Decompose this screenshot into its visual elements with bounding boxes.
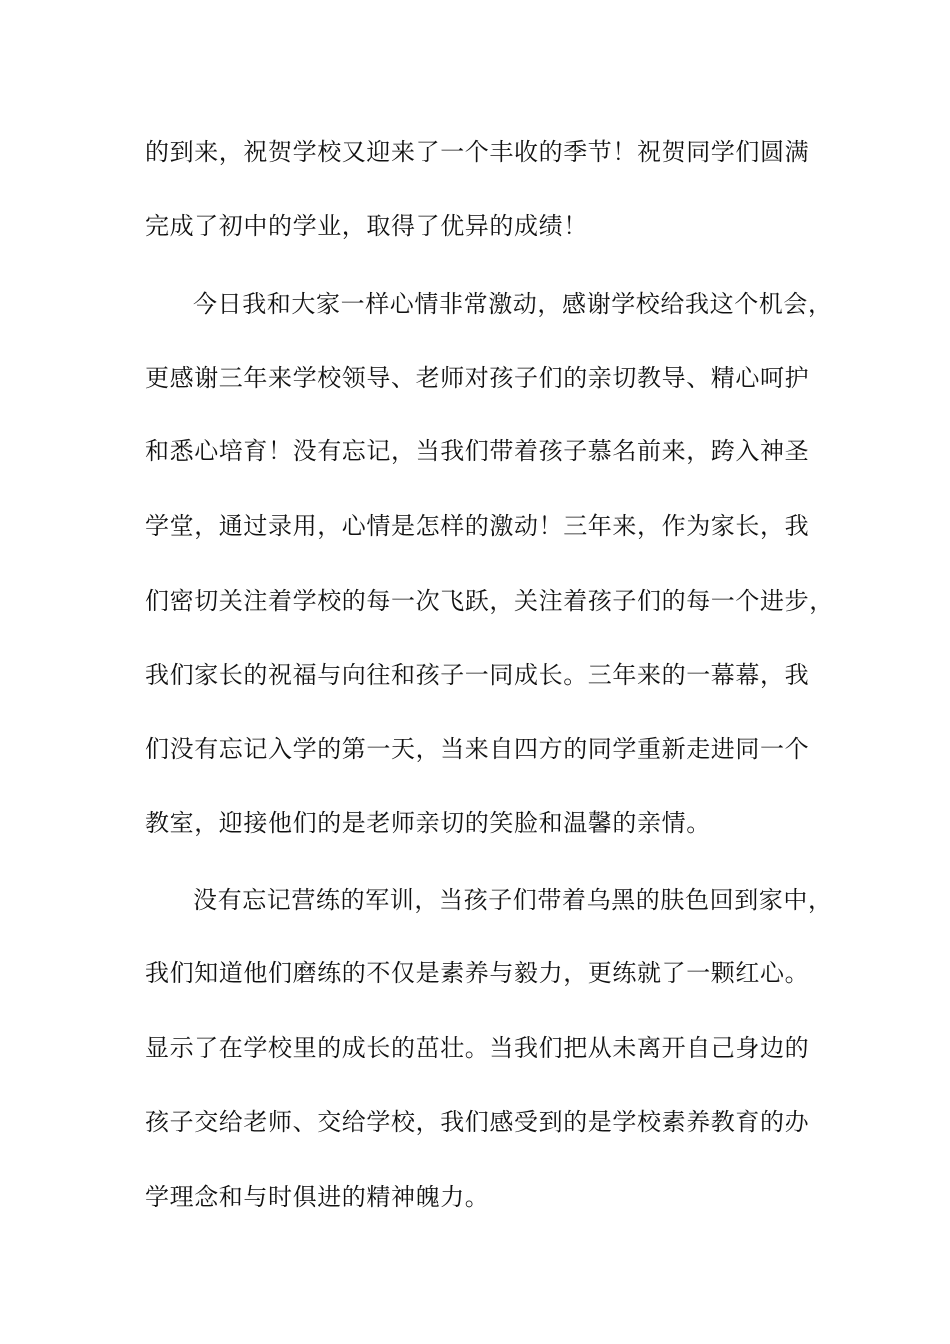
text-line: 完成了初中的学业，取得了优异的成绩！	[145, 212, 588, 240]
text-line: 显示了在学校里的成长的茁壮。当我们把从未离开自己身边的	[145, 1034, 810, 1062]
text-line: 和悉心培育！没有忘记，当我们带着孩子慕名前来，跨入神圣	[145, 437, 810, 465]
paragraph-first-line: 今日我和大家一样心情非常激动，感谢学校给我这个机会，	[193, 290, 833, 318]
text-line: 我们家长的祝福与向往和孩子一同成长。三年来的一幕幕，我	[145, 661, 810, 689]
text-line: 学堂，通过录用，心情是怎样的激动！三年来，作为家长，我	[145, 512, 810, 540]
text-line: 学理念和与时俱进的精神魄力。	[145, 1183, 490, 1211]
text-line: 我们知道他们磨练的不仅是素养与毅力，更练就了一颗红心。	[145, 959, 810, 987]
text-line: 们密切关注着学校的每一次飞跃，关注着孩子们的每一个进步，	[145, 587, 834, 615]
text-line: 孩子交给老师、交给学校，我们感受到的是学校素养教育的办	[145, 1108, 810, 1136]
text-line: 更感谢三年来学校领导、老师对孩子们的亲切教导、精心呵护	[145, 364, 810, 392]
text-line: 教室，迎接他们的是老师亲切的笑脸和温馨的亲情。	[145, 809, 711, 837]
text-line: 们没有忘记入学的第一天，当来自四方的同学重新走进同一个	[145, 735, 810, 763]
paragraph-first-line: 没有忘记营练的军训，当孩子们带着乌黑的肤色回到家中，	[193, 886, 833, 914]
text-line: 的到来，祝贺学校又迎来了一个丰收的季节！祝贺同学们圆满	[145, 138, 810, 166]
